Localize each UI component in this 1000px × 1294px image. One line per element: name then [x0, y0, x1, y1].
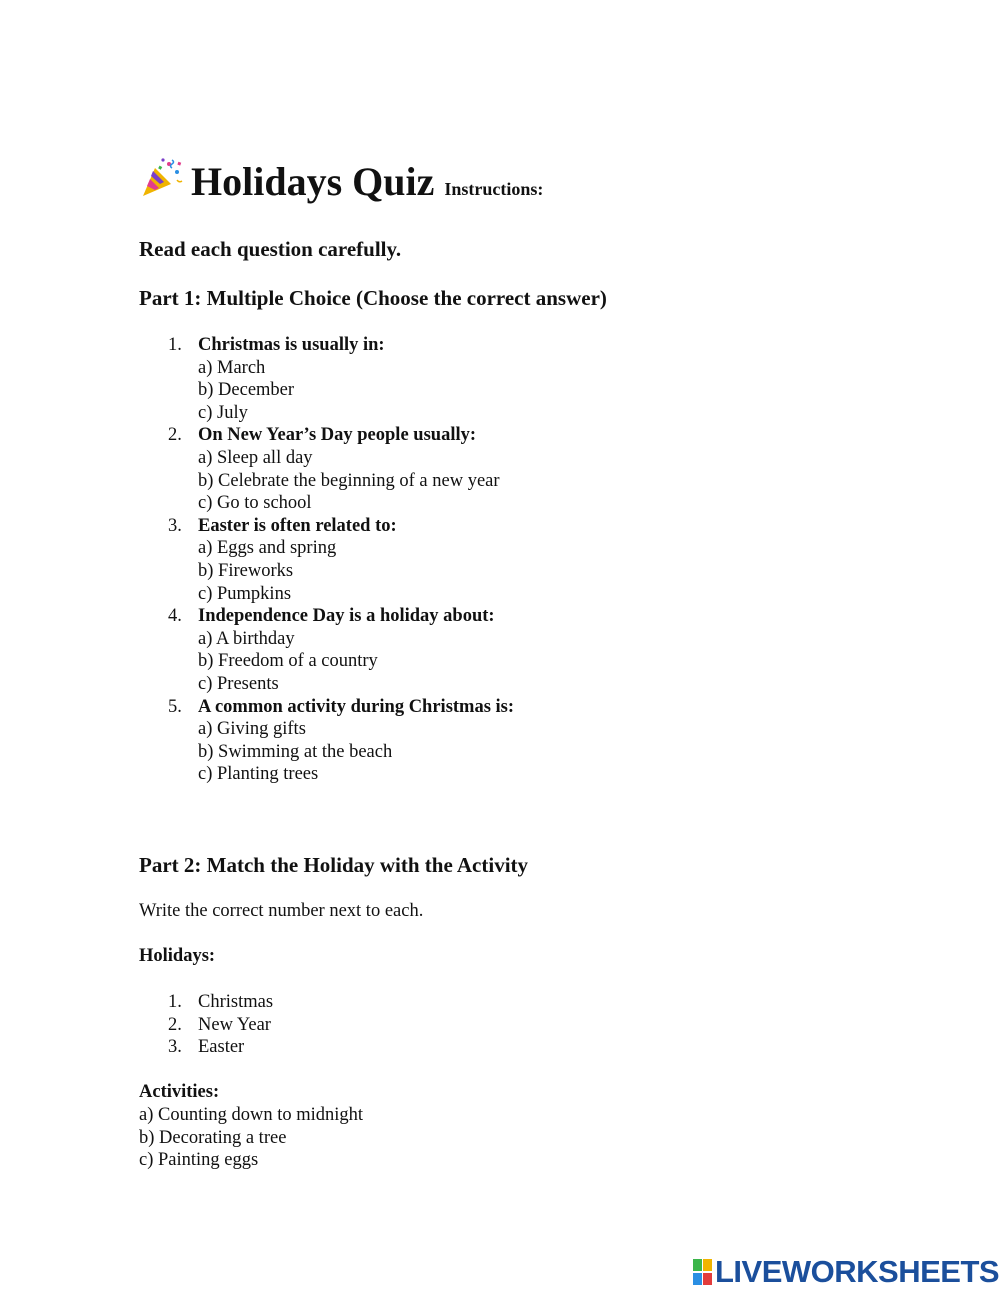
question-item [139, 605, 514, 695]
question-text: Christmas is usually in: [198, 335, 385, 355]
activity-item: a) Counting down to midnight [139, 1105, 364, 1125]
question-number: 4. [168, 606, 182, 627]
question-number: 2. [168, 425, 182, 446]
part2-instruction: Write the correct number next to each. [139, 901, 424, 921]
brand-text: LIVEWORKSHEETS [715, 1254, 1000, 1289]
answer-option[interactable]: a) Eggs and spring [198, 538, 337, 559]
answer-option[interactable]: b) December [198, 380, 295, 401]
part2-heading: Part 2: Match the Holiday with the Activity [139, 853, 529, 877]
holiday-number: 3. [168, 1037, 182, 1058]
activity-item: c) Painting eggs [139, 1150, 259, 1171]
question-item [139, 334, 514, 424]
question-number: 5. [168, 696, 182, 717]
answer-option[interactable]: c) Presents [198, 673, 279, 694]
holiday-number: 2. [168, 1014, 182, 1035]
question-item [139, 424, 514, 514]
instruction-text: Read each question carefully. [139, 237, 402, 261]
question-text: A common activity during Christmas is: [198, 696, 515, 717]
answer-option[interactable]: a) Giving gifts [198, 719, 306, 740]
holiday-number: 1. [168, 992, 182, 1012]
instructions-label: Instructions: [444, 179, 544, 199]
question-number: 3. [168, 515, 182, 536]
question-text: Independence Day is a holiday about: [198, 606, 495, 627]
liveworksheets-logo-icon [693, 1258, 713, 1286]
holiday-item [139, 1014, 273, 1037]
holidays-label: Holidays: [139, 946, 216, 966]
answer-option[interactable]: c) Go to school [198, 493, 312, 514]
answer-option[interactable]: a) A birthday [198, 628, 295, 649]
activity-list [139, 1104, 363, 1172]
part1-heading: Part 1: Multiple Choice (Choose the correct answer) [139, 286, 607, 310]
holiday-list [139, 991, 273, 1059]
question-item [139, 696, 514, 786]
question-item [139, 515, 514, 605]
question-text: Easter is often related to: [198, 515, 397, 536]
page-title: Holidays Quiz [191, 159, 435, 204]
holiday-name: Easter [198, 1037, 245, 1058]
liveworksheets-brand [693, 1254, 999, 1290]
holiday-item [139, 1036, 273, 1059]
question-list [139, 334, 514, 786]
answer-option[interactable]: c) July [198, 402, 248, 423]
holiday-name: Christmas [198, 992, 274, 1012]
answer-option[interactable]: b) Freedom of a country [198, 651, 378, 672]
answer-option[interactable]: b) Celebrate the beginning of a new year [198, 470, 500, 491]
activity-item: b) Decorating a tree [139, 1127, 287, 1148]
title-row [139, 158, 543, 205]
holiday-item [139, 991, 273, 1014]
answer-option[interactable]: b) Fireworks [198, 560, 294, 581]
question-number: 1. [168, 335, 182, 355]
party-popper-icon [139, 156, 183, 200]
holiday-name: New Year [198, 1014, 271, 1035]
question-text: On New Year’s Day people usually: [198, 425, 477, 446]
answer-option[interactable]: c) Pumpkins [198, 583, 292, 604]
answer-option[interactable]: a) March [198, 357, 266, 378]
answer-option[interactable]: b) Swimming at the beach [198, 741, 393, 762]
answer-option[interactable]: a) Sleep all day [198, 447, 313, 468]
answer-option[interactable]: c) Planting trees [198, 764, 319, 785]
activities-label: Activities: [139, 1082, 220, 1102]
